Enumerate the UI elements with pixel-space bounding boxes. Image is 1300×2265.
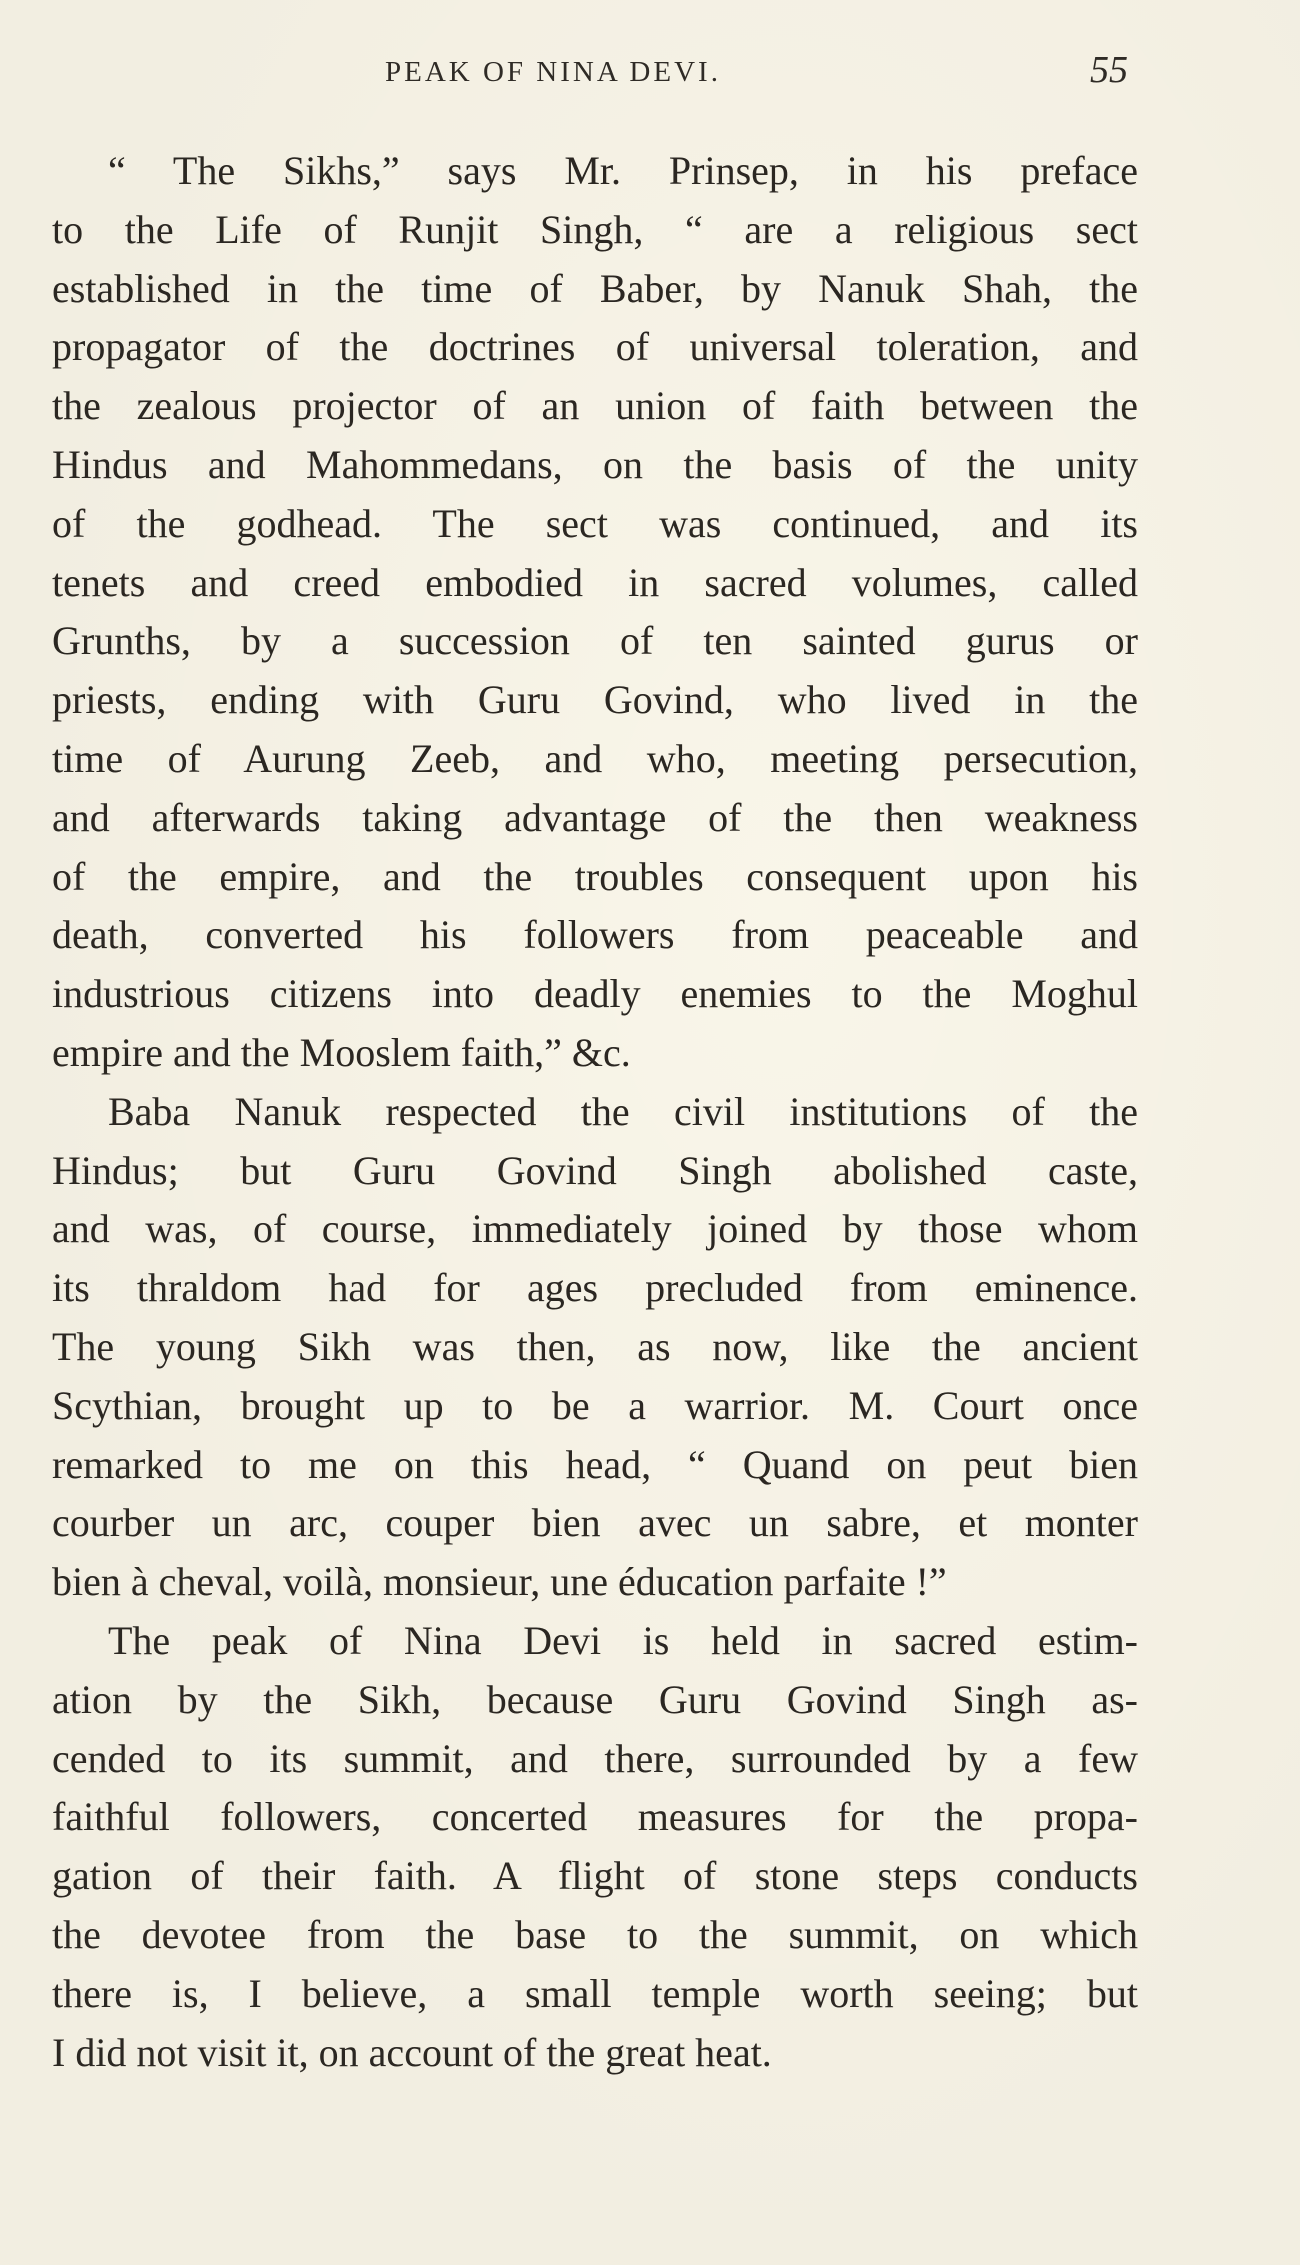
text-line: The young Sikh was then, as now, like the ancient: [52, 1323, 1138, 1369]
text-line: time of Aurung Zeeb, and who, meeting persecution,: [52, 735, 1138, 781]
text-line: Baba Nanuk respected the civil institutions of the: [108, 1088, 1138, 1134]
text-line: of the empire, and the troubles consequent upon his: [52, 853, 1138, 899]
text-line: death, converted his followers from peaceable and: [52, 912, 1138, 958]
text-line: “ The Sikhs,” says Mr. Prinsep, in his preface: [108, 148, 1138, 193]
text-line: tenets and creed embodied in sacred volumes, called: [52, 559, 1138, 605]
text-line: I did not visit it, on account of the great heat.: [52, 2029, 772, 2075]
body-text: [52, 142, 1138, 2082]
text-line: bien à cheval, voilà, monsieur, une éducation parfaite !”: [52, 1559, 947, 1605]
text-line: cended to its summit, and there, surrounded by a few: [52, 1735, 1138, 1781]
text-line: gation of their faith. A flight of stone steps conducts: [52, 1853, 1138, 1899]
text-line: Scythian, brought up to be a warrior. M. Court once: [52, 1382, 1138, 1428]
text-line: of the godhead. The sect was continued, and its: [52, 500, 1138, 546]
text-line: faithful followers, concerted measures for the propa-: [52, 1794, 1138, 1840]
text-line: propagator of the doctrines of universal toleration, and: [52, 324, 1138, 370]
text-line: Grunths, by a succession of ten sainted gurus or: [52, 618, 1138, 664]
text-line: to the Life of Runjit Singh, “ are a religious sect: [52, 206, 1138, 252]
text-line: the zealous projector of an union of faith between the: [52, 383, 1138, 429]
text-line: and was, of course, immediately joined by those whom: [52, 1206, 1138, 1252]
text-line: The peak of Nina Devi is held in sacred estim-: [108, 1617, 1138, 1663]
text-line: remarked to me on this head, “ Quand on peut bien: [52, 1441, 1138, 1487]
text-line: industrious citizens into deadly enemies to the Moghul: [52, 971, 1138, 1017]
text-line: Hindus; but Guru Govind Singh abolished caste,: [52, 1147, 1138, 1193]
running-head: [0, 48, 1300, 94]
running-title: PEAK OF NINA DEVI.: [385, 56, 721, 88]
text-line: there is, I believe, a small temple worth seeing; but: [52, 1970, 1138, 2016]
text-line: Hindus and Mahommedans, on the basis of the unity: [52, 441, 1138, 487]
text-line: established in the time of Baber, by Nanuk Shah, the: [52, 265, 1138, 311]
text-line: its thraldom had for ages precluded from eminence.: [52, 1265, 1138, 1311]
text-line: ation by the Sikh, because Guru Govind Singh as-: [52, 1676, 1138, 1722]
text-line: priests, ending with Guru Govind, who lived in the: [52, 677, 1138, 723]
text-line: the devotee from the base to the summit, on which: [52, 1911, 1138, 1957]
page-number: 55: [1090, 49, 1128, 91]
text-line: and afterwards taking advantage of the then weakness: [52, 794, 1138, 840]
text-line: empire and the Mooslem faith,” &c.: [52, 1029, 631, 1075]
text-line: courber un arc, couper bien avec un sabre, et monter: [52, 1500, 1138, 1546]
